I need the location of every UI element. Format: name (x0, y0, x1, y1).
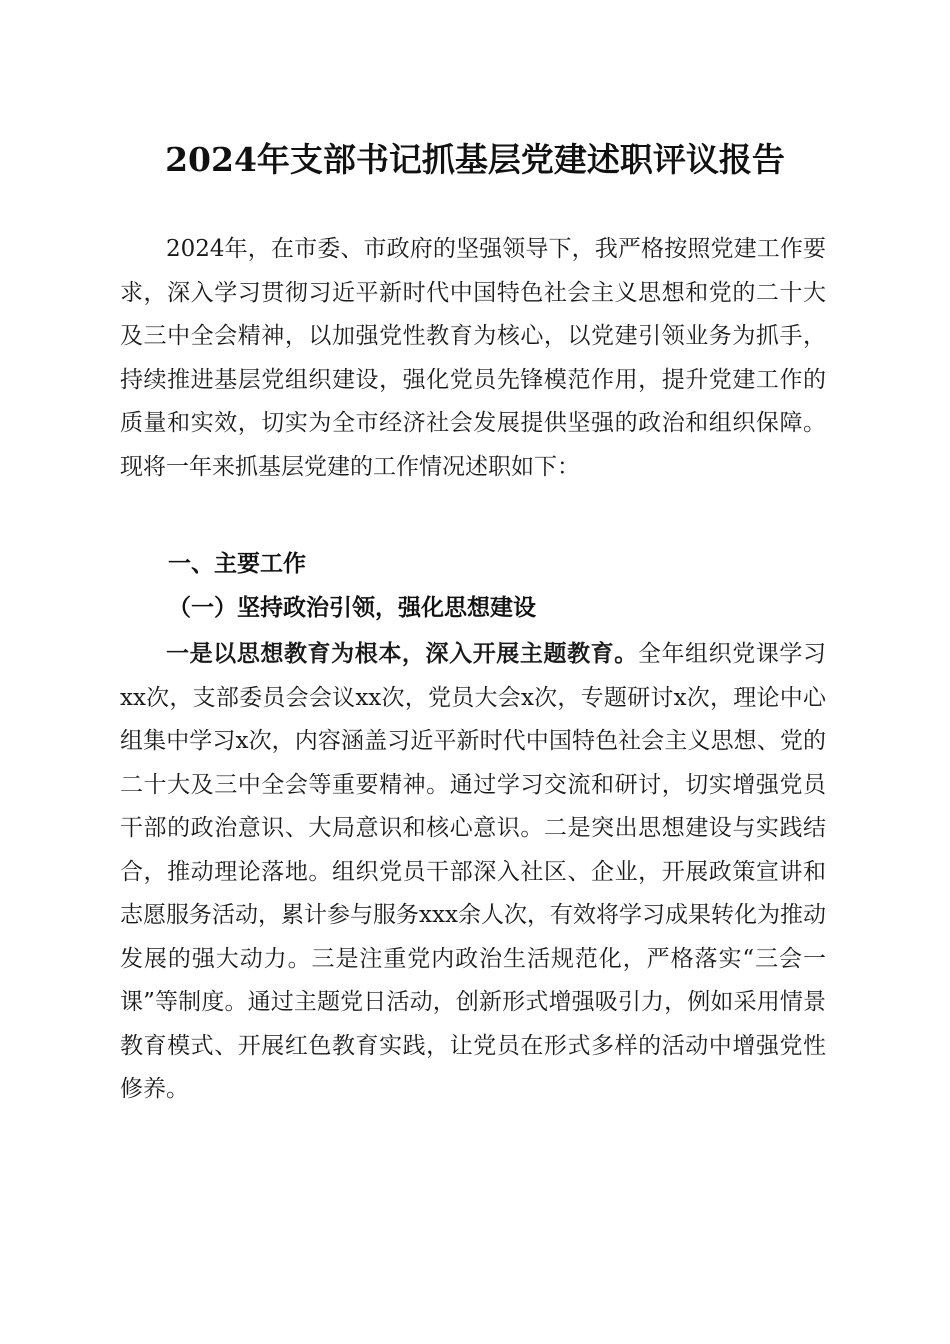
intro-paragraph: 2024年，在市委、市政府的坚强领导下，我严格按照党建工作要求，深入学习贯彻习近平新时代中国特色社会主义思想和党的二十大及三中全会精神，以加强党性教育为核心，以党建引领业务为抓手，持续推进基层党组织建设，强化党员先锋模范作用，提升党建工作的质量和实效，切实为全市经济社会发展提供坚强的政治和组织保障。现将一年来抓基层党建的工作情况述职如下： (120, 236, 826, 480)
document-title: 2024年支部书记抓基层党建述职评议报告 (165, 140, 785, 179)
work-body-text: 全年组织党课学习xx次，支部委员会会议xx次，党员大会x次，专题研讨x次，理论中心组集中学习x次，内容涵盖习近平新时代中国特色社会主义思想、党的二十大及三中全会等重要精神。通过学习交流和研讨，切实增强党员干部的政治意识、大局意识和核心意识。二是突出思想建设与实践结合，推动理论落地。组织党员干部深入社区、企业，开展政策宣讲和志愿服务活动，累计参与服务xxx余人次，有效将学习成果转化为推动发展的强大动力。三是注重党内政治生活规范化，严格落实“三会一课”等制度。通过主题党日活动，创新形式增强吸引力，例如采用情景教育模式、开展红色教育实践，让党员在形式多样的活动中增强党性修养。 (120, 641, 827, 1102)
section-heading: 一、主要工作 (168, 551, 306, 577)
intro-paragraph-block (120, 228, 826, 489)
subsection-heading: （一）坚持政治引领，强化思想建设 (168, 594, 536, 621)
work-paragraph-block (120, 632, 826, 1112)
work-paragraph (120, 632, 826, 1112)
work-lead-sentence: 一是以思想教育为根本，深入开展主题教育。 (166, 640, 638, 667)
